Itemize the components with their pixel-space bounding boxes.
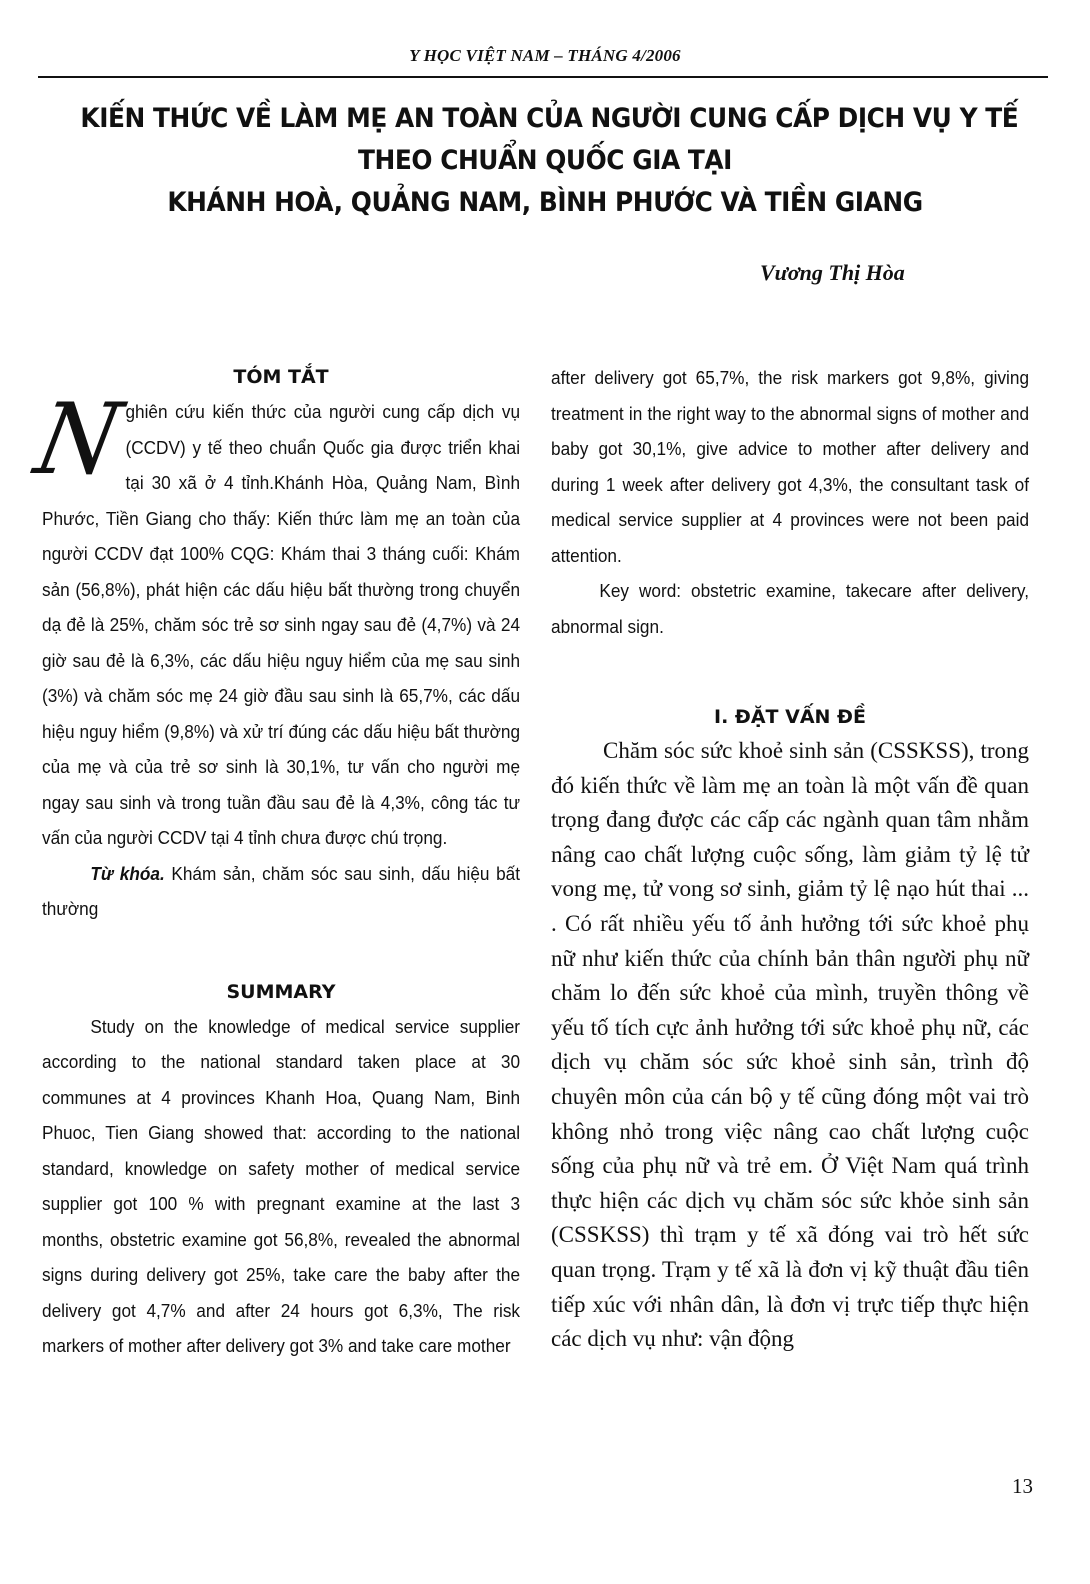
keywords-label: Từ khóa. [90,862,165,884]
title-line-1: KIẾN THỨC VỀ LÀM MẸ AN TOÀN CỦA NGƯỜI CUNG CẤP DỊCH VỤ Y TẾ [80,103,1019,134]
abstract-vi [27,383,521,927]
author-name: Vương Thị Hòa [760,260,905,285]
abstract-vi-heading: TÓM TẮT [233,366,329,388]
summary-heading: SUMMARY [226,980,336,1003]
abstract-en-body-part2: after delivery got 65,7%, the risk markers got 9,8%, giving treatment in the right way to the abnormal signs of mother and baby got 30,1%, give advice to mother after delivery and during 1 week after delivery got 4,3%, the consultant task of medical service supplier at 4 provinces were not been paid attention. [551,367,1030,566]
page-number: 13 [1012,1474,1033,1498]
title-line-2: THEO CHUẨN QUỐC GIA TẠI [358,145,732,176]
section-1-body: Chăm sóc sức khoẻ sinh sản (CSSKSS), trong đó kiến thức về làm mẹ an toàn là một vấn đề quan trọng đang được các cấp các ngành quan tâm nhằm nâng cao chất lượng cuộc sống, làm giảm tỷ lệ tử vong mẹ, tử vong sơ sinh, giảm tỷ lệ nạo hút thai ... . Có rất nhiều yếu tố ảnh hưởng tới sức khoẻ phụ nữ như kiến thức của chính bản thân người phụ nữ chăm lo đến sức khoẻ của mình, truyền thông về yếu tố tích cực ảnh hưởng tới sức khoẻ phụ nữ, các dịch vụ chăm sóc sức khoẻ sinh sản, trình độ chuyên môn của cán bộ y tế cũng đóng một vai trò không nhỏ trong việc nâng cao chất lượng cuộc sống của phụ nữ và trẻ em. Ở Việt Nam quá trình thực hiện các dịch vụ chăm sóc sức khỏe sinh sản (CSSKSS) thì trạm y tế xã đóng vai trò hết sức quan trọng. Trạm y tế xã là đơn vị kỹ thuật đầu tiên tiếp xúc với nhân dân, là đơn vị trực tiếp thực hiện các dịch vụ như: vận động [551,738,1029,1352]
left-column [27,360,521,1364]
abstract-en-keywords: Key word: obstetric examine, takecare after delivery, abnormal sign. [551,580,1030,637]
running-head: Y HỌC VIỆT NAM – THÁNG 4/2006 [409,46,681,65]
abstract-en-continued [551,360,1029,644]
article-title [80,98,1019,224]
section-1-heading: I. ĐẶT VẤN ĐỀ [714,706,866,728]
keywords-text: Khám sản, chăm sóc sau sinh, dấu hiệu bất thường [42,862,521,919]
title-line-3: KHÁNH HOÀ, QUẢNG NAM, BÌNH PHƯỚC VÀ TIỀN GIANG [167,187,923,218]
header-rule [38,76,1048,78]
abstract-en-body-part1: Study on the knowledge of medical service supplier according to the national standard taken place at 30 communes at 4 provinces Khanh Hoa, Quang Nam, Binh Phuoc, Tien Giang showed that: according to the national standard, knowledge on safety mother of medical service supplier got 100 % with pregnant examine at the last 3 months, obstetric examine got 56,8%, revealed the abnormal signs during delivery got 25%, take care the baby after the delivery got 4,7% and after 24 hours got 6,3%, The risk markers of mother after delivery got 3% and take care mother [42,1015,521,1356]
right-column [551,360,1029,1357]
abstract-vi-text: ghiên cứu kiến thức của người cung cấp dịch vụ (CCDV) y tế theo chuẩn Quốc gia được triển khai tại 30 xã ở 4 tỉnh.Khánh Hòa, Quảng Nam, Bình Phước, Tiền Giang cho thấy: Kiến thức làm mẹ an toàn của người CCDV đạt 100% CQG: Khám thai 3 tháng cuối: Khám sản (56,8%), phát hiện các dấu hiệu bất thường trong chuyển dạ đẻ là 25%, chăm sóc trẻ sơ sinh ngay sau đẻ (4,7%) và 24 giờ sau đẻ là 6,3%, các dấu hiệu nguy hiểm của mẹ sau sinh (3%) và chăm sóc mẹ 24 giờ đầu sau sinh là 65,7%, các dấu hiệu nguy hiểm (9,8%) và xử trí đúng các dấu hiệu bất thường của mẹ và của trẻ sơ sinh là 30,1%, tư vấn cho người mẹ ngay sau sinh và trong tuần đầu sau đẻ là 4,3%, công tác tư vấn của người CCDV tại 4 tỉnh chưa được chú trọng. [42,401,521,848]
abstract-en [42,1009,520,1364]
drop-cap: N [27,383,130,497]
abstract-vi-keywords [42,856,520,927]
abstract-vi-body [27,383,521,856]
